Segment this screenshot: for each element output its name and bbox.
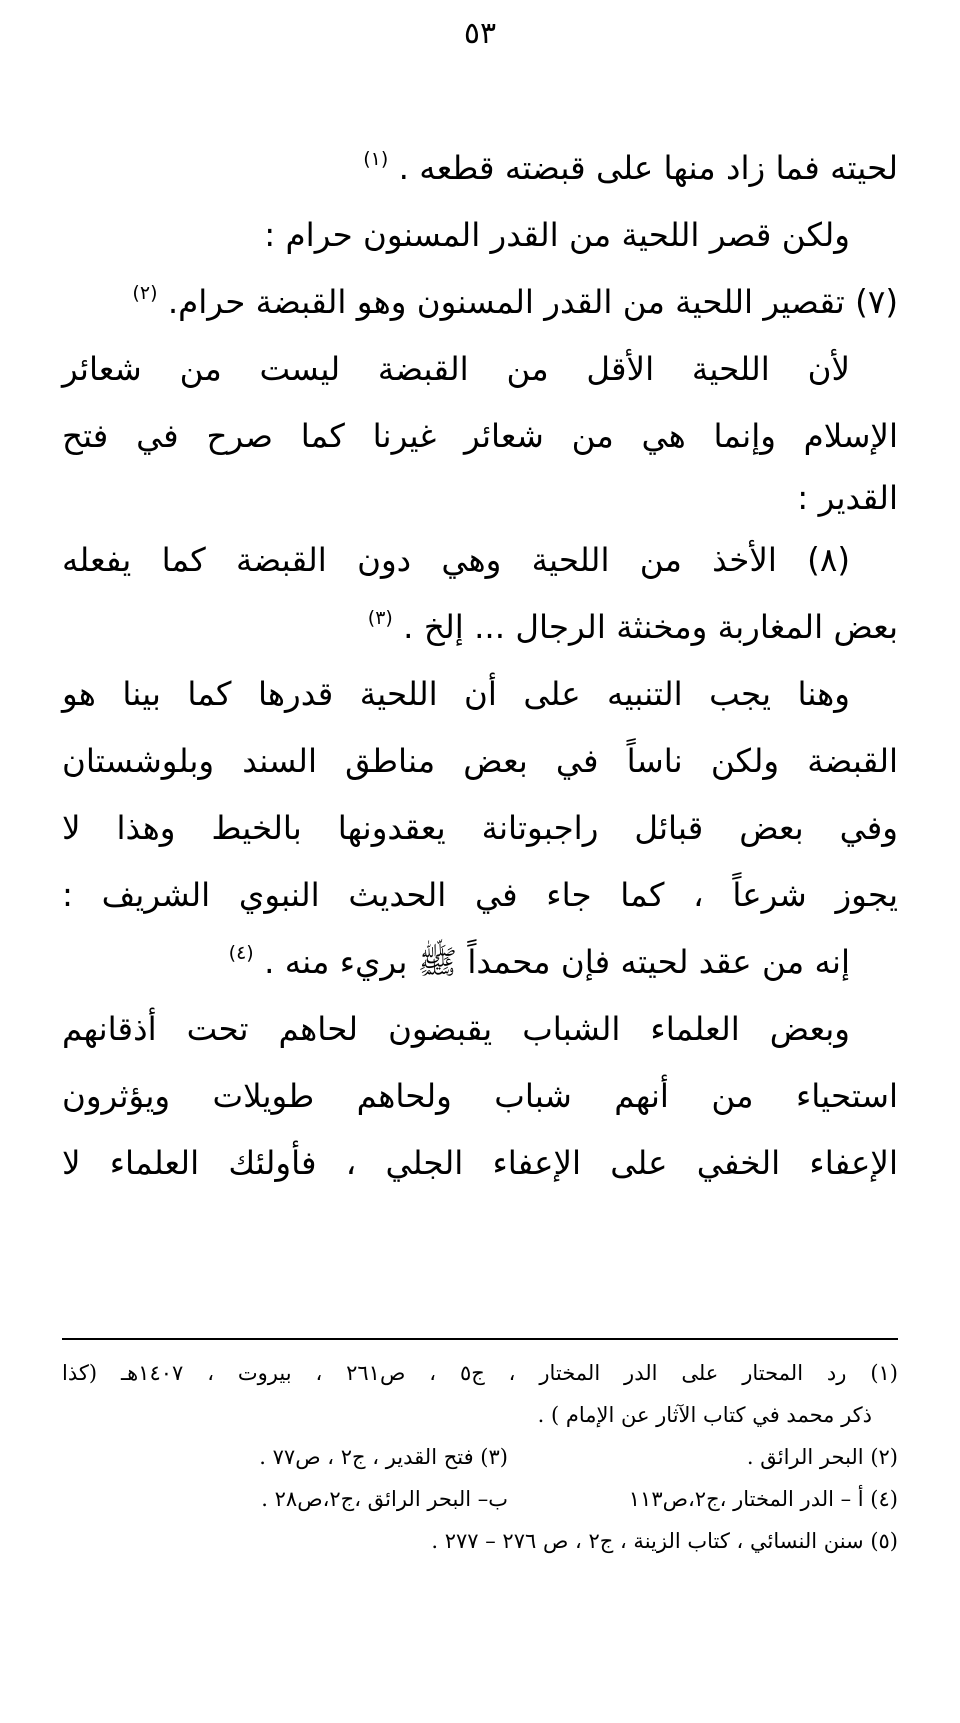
text-line-9: وهنا يجب التنبيه على أن اللحية قدرها كما بينا هو — [62, 675, 850, 713]
text-line-7: (٨) الأخذ من اللحية وهي دون القبضة كما يفعله — [62, 541, 850, 579]
text-line-1 — [62, 135, 898, 202]
main-text — [62, 135, 898, 1197]
line-text: ولكن قصر اللحية من القدر المسنون حرام : — [264, 216, 850, 254]
footnote-ref-2: (٢) — [132, 282, 158, 304]
footnote-ref-3: (٣) — [367, 607, 393, 629]
line-text: لحيته فما زاد منها على قبضته قطعه . — [398, 149, 898, 187]
text-line-12: يجوز شرعاً ، كما جاء في الحديث النبوي الشريف : — [62, 876, 898, 914]
footnote-5: (٥) سنن النسائي ، كتاب الزينة ، ج٢ ، ص ٢٧٦ – ٢٧٧ . — [431, 1529, 898, 1553]
line-text: (٧) تقصير اللحية من القدر المسنون وهو القبضة حرام. — [167, 283, 898, 321]
line-text: بعض المغاربة ومخنثة الرجال ... إلخ . — [403, 608, 898, 646]
text-line-13 — [62, 929, 898, 996]
footnotes — [62, 1352, 898, 1562]
text-line-10: القبضة ولكن ناساً في بعض مناطق السند وبلوشستان — [62, 742, 898, 780]
text-line-8 — [62, 594, 898, 661]
footnote-row-2-3 — [62, 1436, 898, 1478]
footnote-4a: (٤) أ – الدر المختار ،ج٢،ص١١٣ — [628, 1487, 898, 1511]
line-text: إنه من عقد لحيته فإن محمداً ﷺ بريء منه . — [264, 943, 850, 981]
text-line-11: وفي بعض قبائل راجبوتانة يعقدونها بالخيط وهذا لا — [62, 809, 898, 847]
footnote-3: (٣) فتح القدير ، ج٢ ، ص٧٧ . — [259, 1445, 508, 1469]
text-line-6: القدير : — [797, 479, 898, 517]
footnote-ref-1: (١) — [363, 148, 389, 170]
footnote-4b: ب– البحر الرائق ،ج٢،ص٢٨ . — [261, 1487, 508, 1511]
text-line-14: وبعض العلماء الشباب يقبضون لحاهم تحت أذقانهم — [62, 1010, 850, 1048]
footnote-ref-4: (٤) — [228, 942, 254, 964]
text-line-5: الإسلام وإنما هي من شعائر غيرنا كما صرح في فتح — [62, 417, 898, 455]
footnote-1: (١) رد المحتار على الدر المختار ، ج٥ ، ص٢٦١ ، بيروت ، ١٤٠٧هـ (كذا — [62, 1361, 898, 1385]
footnote-row-4 — [62, 1478, 898, 1520]
footnote-2: (٢) البحر الرائق . — [746, 1445, 898, 1469]
footnote-1-continued: ذكر محمد في كتاب الآثار عن الإمام ) . — [537, 1403, 872, 1427]
text-line-15: استحياء من أنهم شباب ولحاهم طويلات ويؤثرون — [62, 1077, 898, 1115]
text-line-2 — [62, 202, 898, 269]
page-number: ٥٣ — [463, 16, 497, 51]
text-line-16: الإعفاء الخفي على الإعفاء الجلي ، فأولئك العلماء لا — [62, 1144, 898, 1182]
footnote-divider — [62, 1338, 898, 1340]
text-line-4: لأن اللحية الأقل من القبضة ليست من شعائر — [62, 350, 850, 388]
text-line-3 — [62, 269, 898, 336]
